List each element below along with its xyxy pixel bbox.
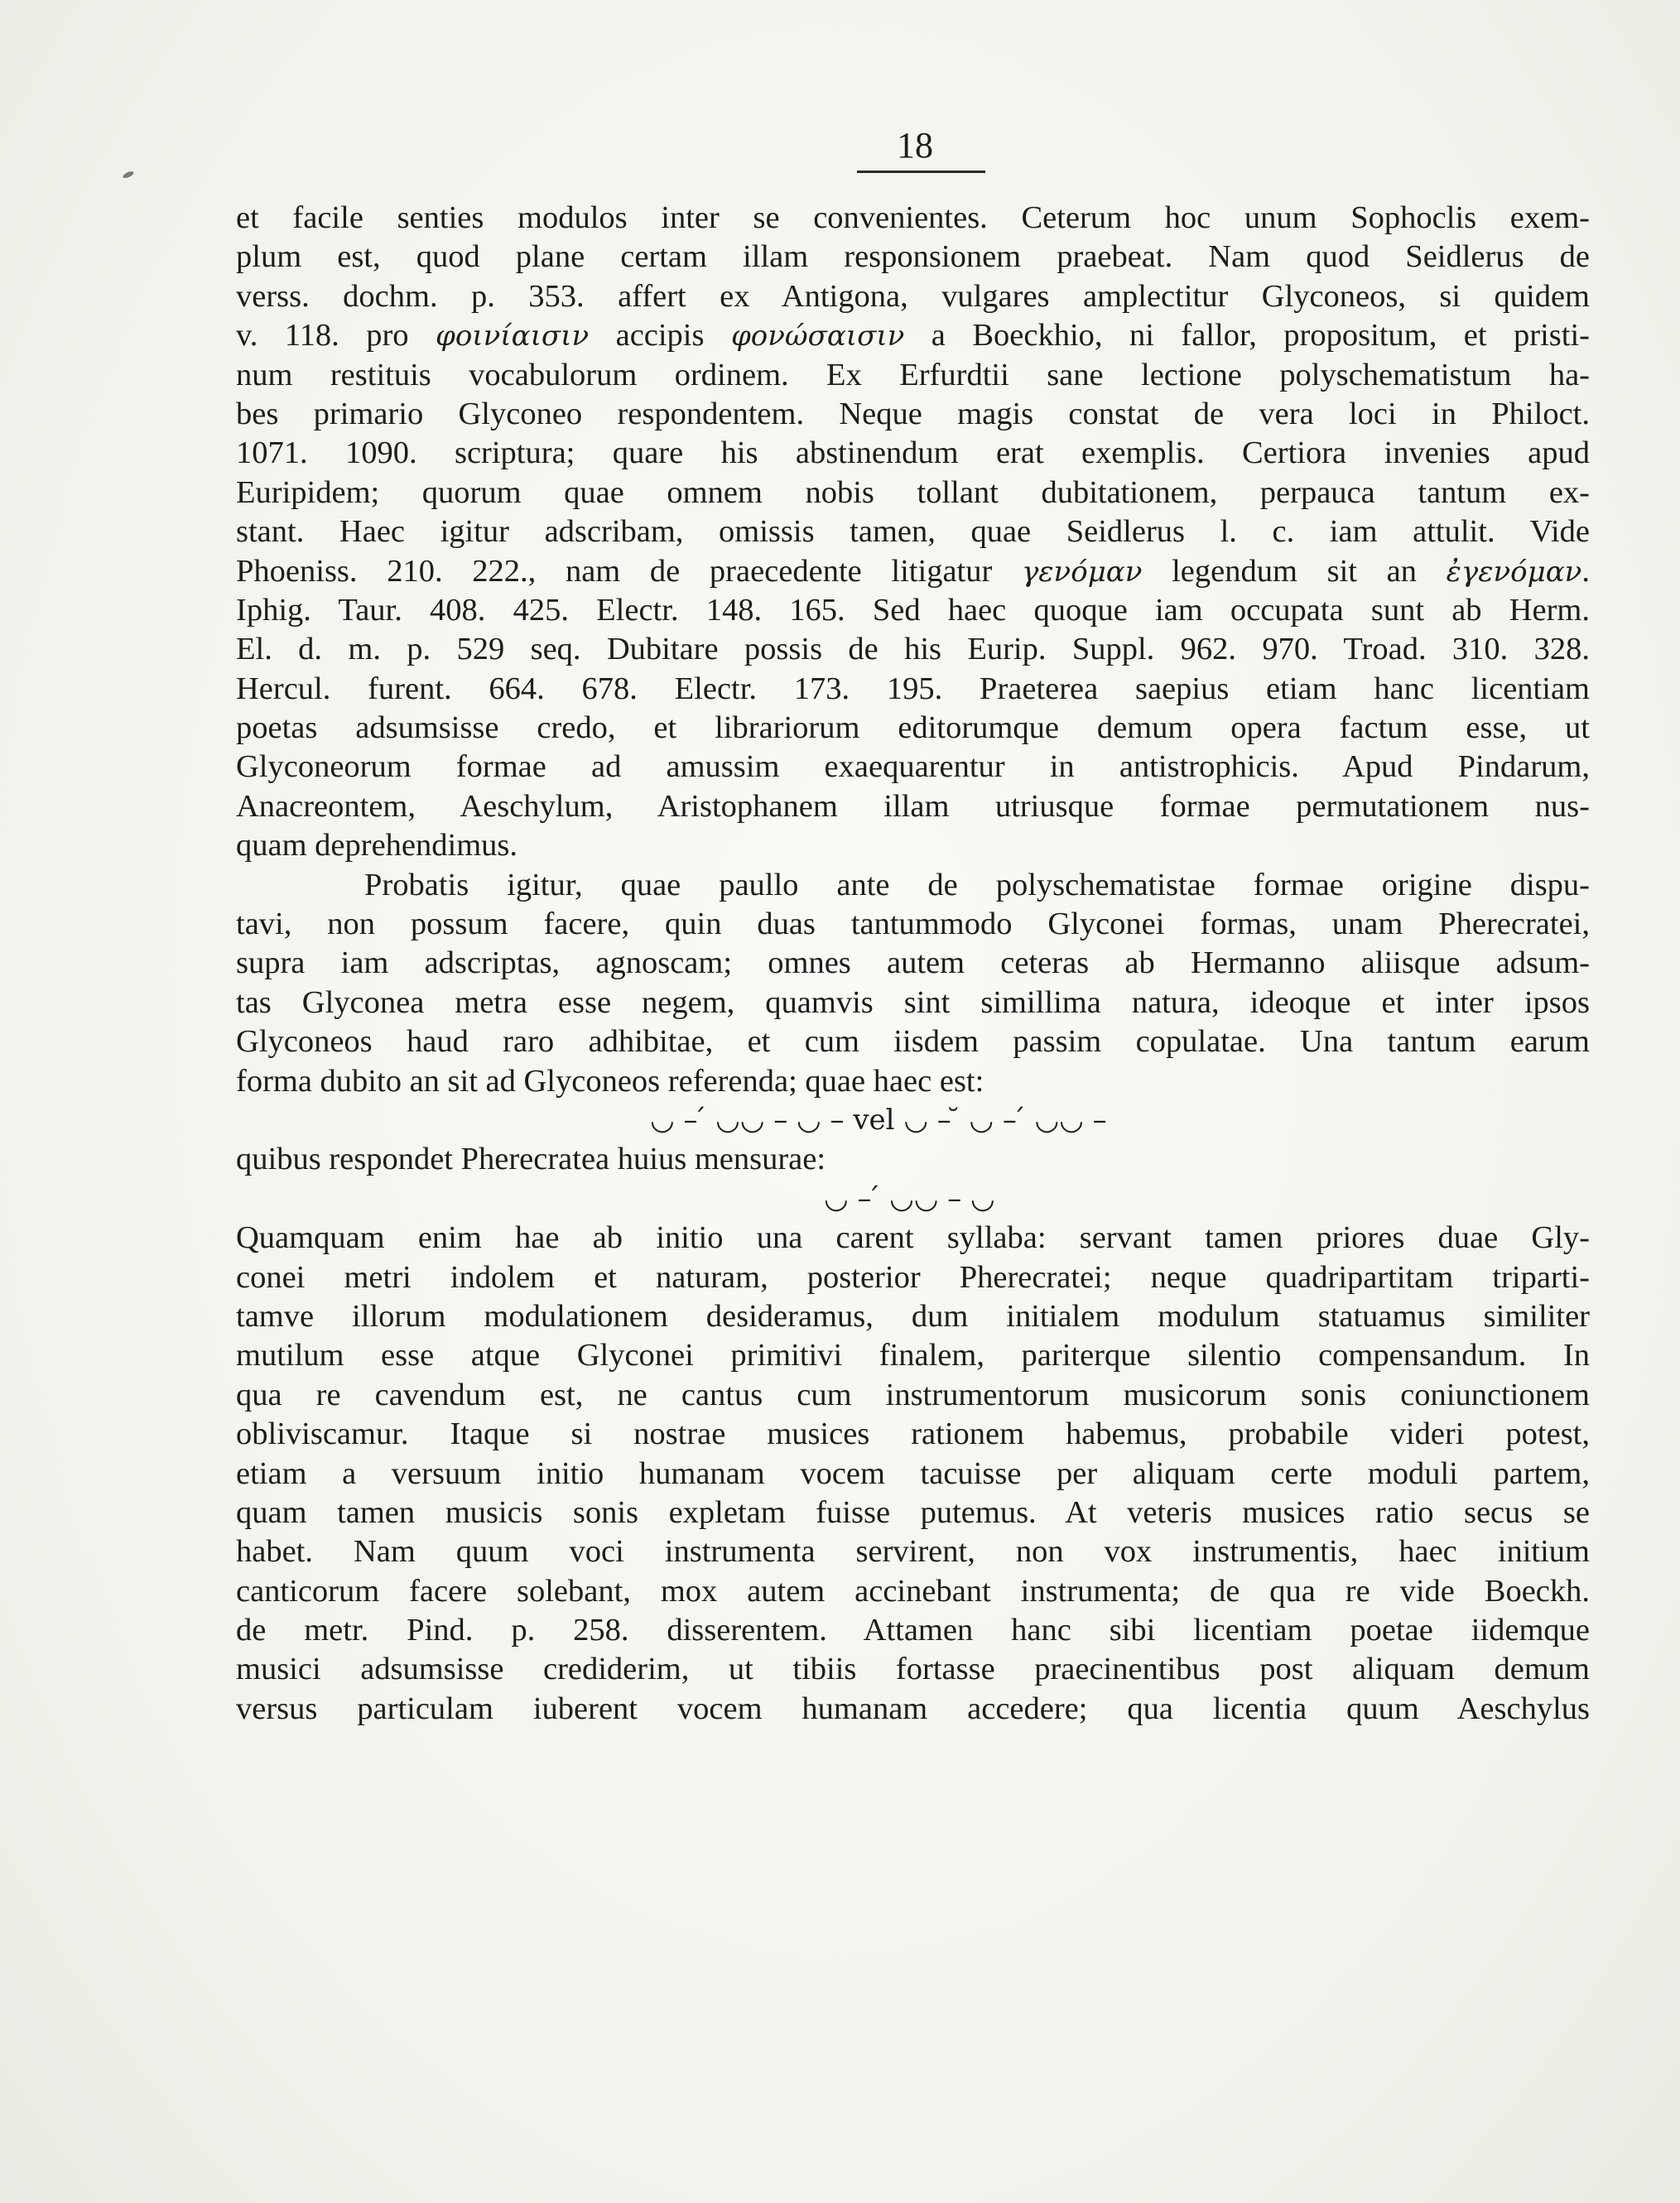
text-line	[236, 316, 1590, 355]
text-line: versus particulam iuberent vocem humanam accedere; qua licentia quum Aeschylus	[236, 1691, 1590, 1726]
text-line: verss. dochm. p. 353. affert ex Antigona, vulgares amplectitur Glyconeos, si quidem	[236, 278, 1590, 314]
text-line: poetas adsumsisse credo, et librariorum editorumque demum opera factum esse, ut	[236, 710, 1590, 746]
greek-word: γενόμαν	[1021, 555, 1143, 589]
text-line: quam deprehendimus.	[236, 828, 517, 863]
text-line: canticorum facere solebant, mox autem accinebant instrumenta; de qua re vide Boeckh.	[236, 1573, 1590, 1609]
page-number: 18	[897, 125, 933, 166]
metrical-scheme: ◡ – ́ ◡◡ – ◡	[824, 1181, 995, 1215]
text-line: obliviscamur. Itaque si nostrae musices rationem habemus, probabile videri potest,	[236, 1417, 1590, 1452]
text-line: Hercul. furent. 664. 678. Electr. 173. 195. Praeterea saepius etiam hanc licentiam	[236, 671, 1590, 706]
greek-word: φοινίαισιν	[436, 320, 590, 354]
text-line: plum est, quod plane certam illam responsionem praebeat. Nam quod Seidlerus de	[236, 239, 1590, 275]
text-line: Iphig. Taur. 408. 425. Electr. 148. 165. Sed haec quoque iam occupata sunt ab Herm.	[236, 592, 1590, 628]
text-line	[236, 552, 1590, 591]
ink-smudge	[122, 170, 134, 179]
line-segment: v. 118. pro	[236, 318, 436, 354]
text-line: Euripidem; quorum quae omnem nobis tollant dubitationem, perpauca tantum ex-	[236, 474, 1590, 510]
body-text	[236, 199, 1590, 1729]
greek-word: φονώσαισιν	[730, 320, 905, 354]
text-line: supra iam adscriptas, agnoscam; omnes autem ceteras ab Hermanno aliisque adsum-	[236, 945, 1590, 981]
text-line: tamve illorum modulationem desideramus, dum initialem modulum statuamus similiter	[236, 1298, 1590, 1334]
text-line: musici adsumsisse crediderim, ut tibiis fortasse praecinentibus post aliquam demum	[236, 1652, 1590, 1687]
text-line: Glyconeorum formae ad amussim exaequarentur in antistrophicis. Apud Pindarum,	[236, 749, 1590, 785]
page-number-rule	[857, 171, 985, 173]
text-line: forma dubito an sit ad Glyconeos referenda; quae haec est:	[236, 1063, 984, 1099]
text-line: quibus respondet Pherecratea huius mensurae:	[236, 1142, 826, 1177]
text-line: et facile senties modulos inter se convenientes. Ceterum hoc unum Sophoclis exem-	[236, 200, 1590, 235]
line-segment: Phoeniss. 210. 222., nam de praecedente litigatur	[236, 553, 1022, 589]
line-segment: a Boeckhio, ni fallor, propositum, et pristi-	[904, 318, 1590, 354]
text-line: qua re cavendum est, ne cantus cum instrumentorum musicorum sonis coniunctionem	[236, 1377, 1590, 1412]
metrical-scheme: ◡ – ́ ◡◡ – ◡ – vel ◡ – ̆ ◡ – ́ ◡◡ –	[650, 1103, 1107, 1137]
line-segment: legendum sit an	[1142, 553, 1447, 589]
text-line: Probatis igitur, quae paullo ante de polyschematistae formae origine dispu-	[364, 867, 1590, 902]
text-line: de metr. Pind. p. 258. disserentem. Attamen hanc sibi licentiam poetae iidemque	[236, 1613, 1590, 1648]
greek-word: ἐγενόμαν	[1446, 555, 1582, 589]
text-line: etiam a versuum initio humanam vocem tacuisse per aliquam certe moduli partem,	[236, 1455, 1590, 1491]
text-line: Quamquam enim hae ab initio una carent syllaba: servant tamen priores duae Gly-	[236, 1220, 1590, 1256]
line-segment: .	[1581, 553, 1590, 589]
text-line: stant. Haec igitur adscribam, omissis tamen, quae Seidlerus l. c. iam attulit. Vide	[236, 514, 1590, 550]
text-line: tas Glyconea metra esse negem, quamvis sint simillima natura, ideoque et inter ipsos	[236, 984, 1590, 1020]
text-line: mutilum esse atque Glyconei primitivi finalem, pariterque silentio compensandum. In	[236, 1338, 1590, 1373]
text-line: conei metri indolem et naturam, posterior Pherecratei; neque quadripartitam triparti-	[236, 1259, 1590, 1295]
text-line: Anacreontem, Aeschylum, Aristophanem illam utriusque formae permutationem nus-	[236, 788, 1590, 824]
text-line: habet. Nam quum voci instrumenta servirent, non vox instrumentis, haec initium	[236, 1534, 1590, 1570]
text-line: 1071. 1090. scriptura; quare his abstinendum erat exemplis. Certiora invenies apud	[236, 435, 1590, 471]
text-line: tavi, non possum facere, quin duas tantummodo Glyconei formas, unam Pherecratei,	[236, 907, 1590, 942]
text-line: bes primario Glyconeo respondentem. Neque magis constat de vera loci in Philoct.	[236, 396, 1590, 431]
text-line: quam tamen musicis sonis expletam fuisse putemus. At veteris musices ratio secus se	[236, 1494, 1590, 1530]
line-segment: accipis	[589, 318, 731, 354]
text-line: Glyconeos haud raro adhibitae, et cum iisdem passim copulatae. Una tantum earum	[236, 1024, 1590, 1060]
text-line: El. d. m. p. 529 seq. Dubitare possis de his Eurip. Suppl. 962. 970. Troad. 310. 328.	[236, 632, 1590, 667]
text-line: num restituis vocabulorum ordinem. Ex Erfurdtii sane lectione polyschematistum ha-	[236, 357, 1590, 392]
